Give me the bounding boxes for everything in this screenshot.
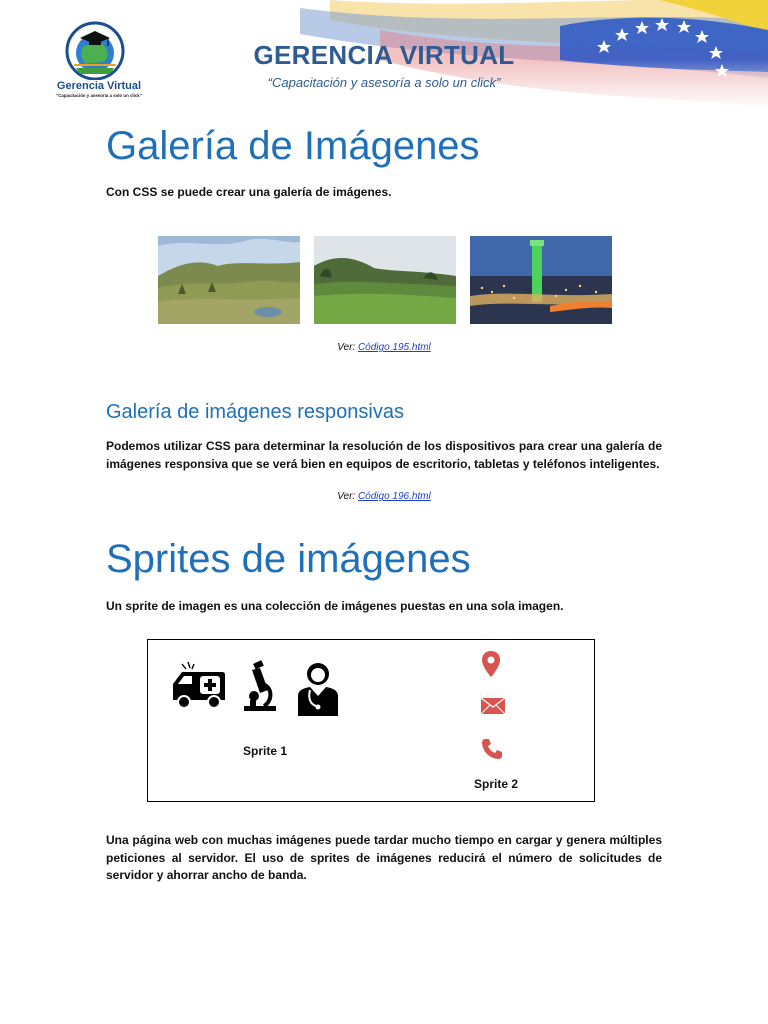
intro-css-keyword: CSS <box>132 185 158 199</box>
brand-subtitle: “Capacitación y asesoría a solo un click” <box>267 75 501 90</box>
intro-text-part: se puede crear una galería de imágenes. <box>157 185 392 199</box>
section-title-sprites: Sprites de imágenes <box>106 537 471 581</box>
gallery-image-2[interactable] <box>314 236 456 324</box>
reference-196 <box>0 491 768 502</box>
gallery-image-3[interactable] <box>470 236 612 324</box>
map-pin-icon <box>481 650 501 678</box>
ambulance-icon <box>170 660 228 712</box>
envelope-icon <box>480 697 506 715</box>
gallery-intro <box>106 184 662 202</box>
sprite-2-label: Sprite 2 <box>474 777 519 791</box>
sprites-example-box <box>147 639 595 802</box>
city-night-photo <box>470 236 612 324</box>
logo-slogan: "Capacitación y asesoría a solo un click" <box>56 93 142 98</box>
ref-prefix: Ver: <box>337 491 358 502</box>
valley-landscape-photo <box>158 236 300 324</box>
logo-globe-icon <box>40 18 158 80</box>
responsive-css-keyword: CSS <box>205 439 231 453</box>
intro-text-part: Con <box>106 185 133 199</box>
gallery-image-1[interactable] <box>158 236 300 324</box>
microscope-icon <box>240 660 280 718</box>
responsive-paragraph <box>106 438 662 473</box>
ref-prefix: Ver: <box>337 342 358 353</box>
phone-icon <box>481 738 503 760</box>
responsive-text-part: para determinar la resolución de los dispositivos para crear una galería de imágenes responsiva que se verá bien en equipos de escritorio, tabletas y teléfonos inteligentes. <box>106 439 663 471</box>
green-field-photo <box>314 236 456 324</box>
responsive-text-part: Podemos utilizar <box>106 439 206 453</box>
logo-name: Gerencia Virtual <box>56 80 142 92</box>
link-codigo-195[interactable]: Código 195.html <box>357 342 431 353</box>
sprite-1-label: Sprite 1 <box>243 744 288 758</box>
section-title-gallery: Galería de Imágenes <box>106 124 480 168</box>
sprites-intro: Un sprite de imagen es una colección de imágenes puestas en una sola imagen. <box>106 599 564 613</box>
sprites-closing-paragraph: Una página web con muchas imágenes puede tardar mucho tiempo en cargar y genera múltiples peticiones al servidor. El uso de sprites de imágenes reducirá el número de solicitudes de servidor y ahorrar ancho de banda. <box>106 833 662 882</box>
reference-195 <box>0 342 768 353</box>
section-title-responsive: Galería de imágenes responsivas <box>106 401 404 423</box>
doctor-icon <box>294 660 342 718</box>
logo <box>40 18 158 102</box>
brand-title: GERENCIA VIRTUAL <box>253 40 515 70</box>
link-codigo-196[interactable]: Código 196.html <box>357 491 431 502</box>
